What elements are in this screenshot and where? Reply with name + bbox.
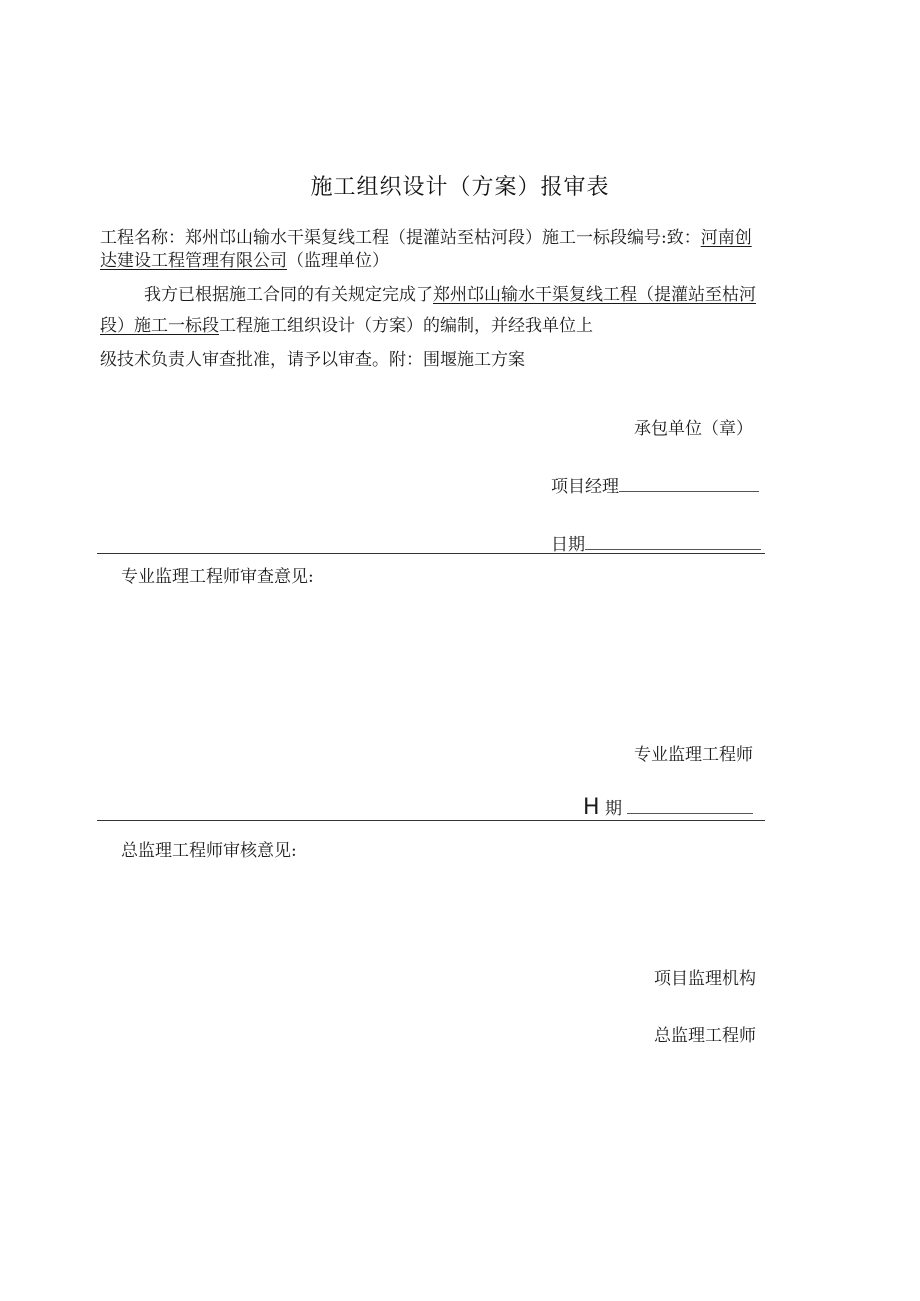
supervision-org-label: 项目监理机构 [654, 969, 756, 989]
contractor-date-field[interactable] [585, 532, 761, 550]
project-manager-signature-field[interactable] [619, 474, 759, 492]
section-divider-1 [97, 553, 765, 554]
project-name: 郑州邙山输水干渠复线工程（提灌站至枯河段）施工一标段 [185, 228, 627, 248]
project-header-line [100, 226, 752, 250]
engineer-date-label: 期 [604, 799, 622, 819]
project-manager-label: 项目经理 [551, 477, 619, 497]
section-divider-2 [97, 820, 765, 821]
statement-project-part1: 郑州邙山输水干渠复线工程（提灌站至枯河 [433, 285, 756, 305]
contractor-unit-label: 承包单位（章） [634, 419, 753, 439]
contractor-date-label: 日期 [551, 535, 585, 555]
statement-prefix: 我方已根据施工合同的有关规定完成了 [144, 285, 433, 305]
statement-suffix: 工程施工组织设计（方案）的编制，并经我单位上 [219, 316, 593, 336]
number-label: 编号: [627, 228, 667, 248]
statement-line-2 [100, 314, 593, 338]
statement-line-1 [144, 283, 756, 307]
contractor-date-row [551, 530, 761, 555]
supervisor-line [100, 249, 389, 273]
project-manager-row [551, 472, 759, 497]
supervisor-role: （监理单位） [287, 251, 389, 271]
statement-line-3: 级技术负责人审查批准，请予以审查。附：围堰施工方案 [100, 350, 525, 370]
engineer-signer-label: 专业监理工程师 [634, 745, 753, 765]
page-title: 施工组织设计（方案）报审表 [310, 175, 610, 200]
engineer-opinion-label: 专业监理工程师审查意见: [121, 567, 314, 587]
statement-project-part2: 段）施工一标段 [100, 316, 219, 336]
engineer-date-row [583, 794, 753, 820]
project-label: 工程名称： [100, 228, 185, 248]
supervisor-company-part1: 河南创 [700, 228, 752, 248]
engineer-date-h: H [583, 795, 600, 820]
chief-opinion-label: 总监理工程师审核意见: [121, 841, 297, 861]
supervisor-company-part2: 达建设工程管理有限公司 [100, 251, 287, 271]
engineer-date-field[interactable] [627, 796, 753, 814]
chief-signer-label: 总监理工程师 [654, 1026, 756, 1046]
to-label: 致： [666, 228, 701, 248]
